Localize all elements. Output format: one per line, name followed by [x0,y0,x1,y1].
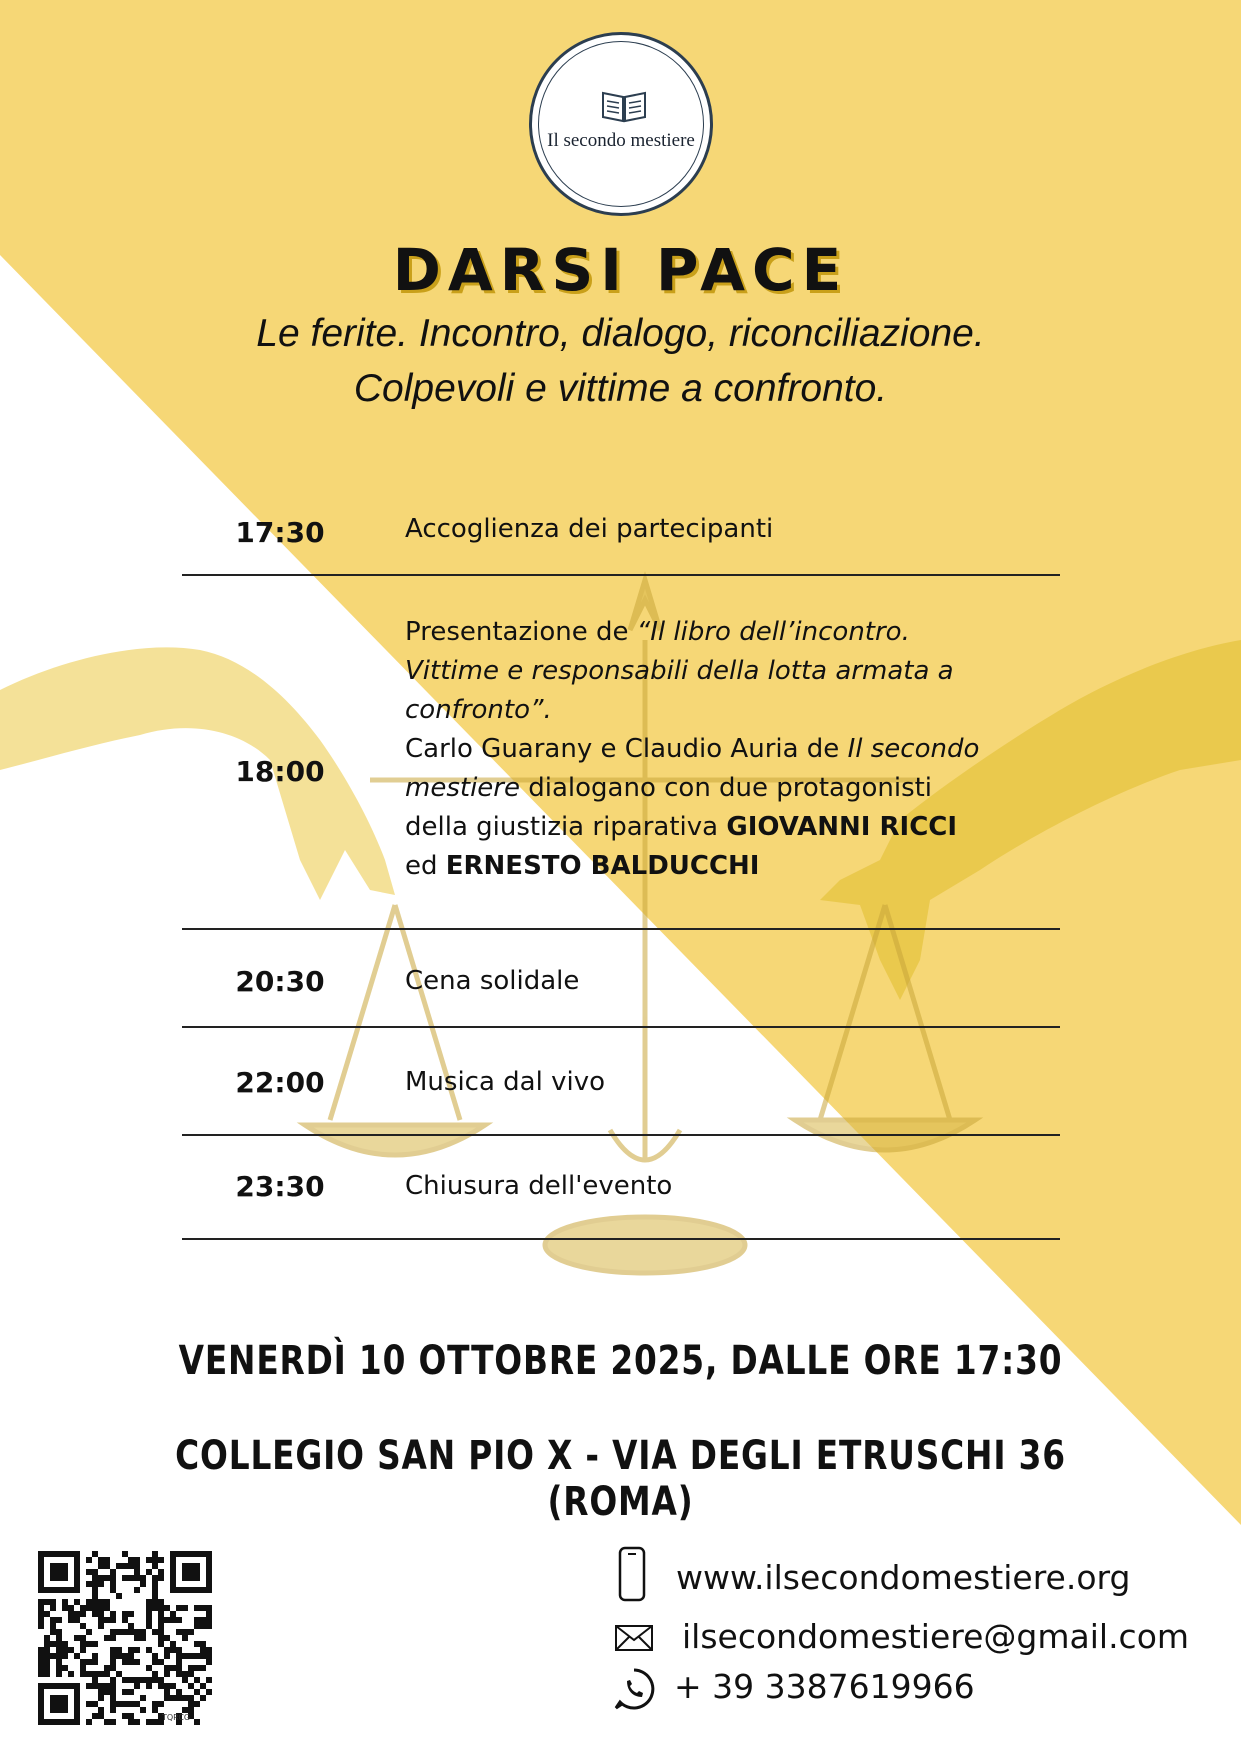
schedule-item: Chiusura dell'evento [405,1171,673,1201]
whatsapp-icon [612,1667,656,1711]
org-name: mestiere [405,773,520,803]
event-venue: COLLEGIO SAN PIO X - VIA DEGLI ETRUSCHI 36 (ROMA) [175,1433,1066,1525]
phone-number[interactable]: + 39 3387619966 [674,1667,975,1706]
schedule-time: 17:30 [235,516,325,549]
speaker-name: ERNESTO BALDUCCHI [445,851,760,881]
divider [182,574,1060,576]
text: dialogano con due protagonisti [519,773,933,803]
schedule-time: 23:30 [235,1170,325,1203]
open-book-icon [601,87,647,123]
text: della giustizia riparativa [405,812,727,842]
schedule-time: 22:00 [235,1066,325,1099]
book-title: “Il libro dell’incontro. [636,617,910,647]
text: Presentazione de [405,617,637,647]
divider [182,1134,1060,1136]
mail-icon [614,1624,654,1652]
logo-text: Il secondo mestiere [547,130,695,151]
website-link[interactable]: www.ilsecondomestiere.org [676,1558,1131,1597]
divider [182,1238,1060,1240]
logo-ring [538,41,704,207]
schedule-item: Musica dal vivo [405,1067,606,1097]
book-title: confronto”. [405,695,552,725]
divider [182,928,1060,930]
book-title: Vittime e responsabili della lotta armata a [405,656,954,686]
qr-tag: TQRCG [162,1713,191,1722]
schedule-item: Cena solidale [405,966,580,996]
subtitle-line-2: Colpevoli e vittime a confronto. [353,367,888,410]
event-date: VENERDÌ 10 OTTOBRE 2025, DALLE ORE 17:30 [178,1338,1063,1384]
email-link[interactable]: ilsecondomestiere@gmail.com [682,1617,1190,1656]
event-title: DARSI PACE [392,236,849,304]
text: Carlo Guarany e Claudio Auria de [405,734,848,764]
subtitle-line-1: Le ferite. Incontro, dialogo, riconciliazione. [256,312,985,355]
phone-icon [618,1546,646,1602]
schedule-time: 20:30 [235,965,325,998]
schedule-item: Accoglienza dei partecipanti [405,514,774,544]
speaker-name: GIOVANNI RICCI [726,812,958,842]
brand-logo [529,32,713,216]
qr-code[interactable] [38,1551,212,1725]
org-name: Il secondo [847,734,980,764]
schedule-time: 18:00 [235,755,325,788]
text: ed [405,851,446,881]
divider [182,1026,1060,1028]
schedule-item [405,613,1065,886]
